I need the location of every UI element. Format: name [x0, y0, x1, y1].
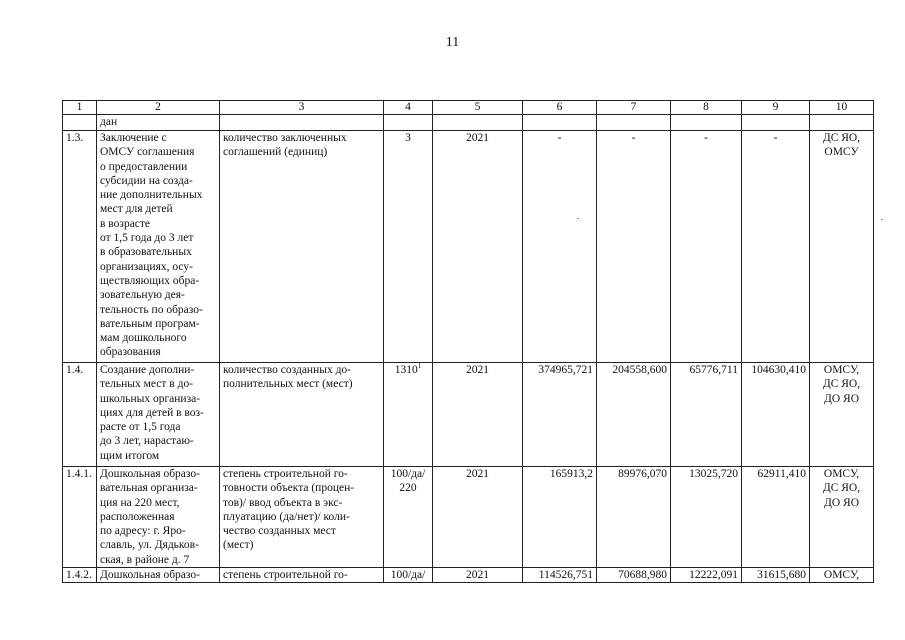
cell-line: Дошкольная образо-	[100, 569, 200, 582]
column-header: 5	[433, 101, 523, 115]
column-header: 1	[63, 101, 97, 115]
table-row	[63, 363, 874, 467]
value-line	[387, 568, 429, 582]
row-number: 1.4.1.	[63, 467, 97, 568]
cell-line: ция на 220 мест,	[100, 496, 180, 509]
funding-total: 114526,751	[523, 568, 597, 583]
cell-line: циях для детей в воз-	[100, 406, 204, 419]
cell-line: от 1,5 года до 3 лет	[100, 232, 194, 245]
indicator-value	[384, 467, 433, 568]
column-header: 6	[523, 101, 597, 115]
row-number: 1.4.	[63, 363, 97, 467]
indicator-value	[384, 363, 433, 467]
cell-line: ние дополнительных	[100, 189, 203, 202]
cell-line: ДС ЯО,	[822, 378, 861, 391]
funding-regional: 12222,091	[671, 568, 742, 583]
cell-line: вательным програм-	[100, 317, 200, 330]
funding-federal: 70688,980	[597, 568, 671, 583]
cell-line: ществляющих обра-	[100, 274, 200, 287]
cell-line: вательная организа-	[100, 482, 198, 495]
column-header: 3	[220, 101, 384, 115]
cell-line: мам дошкольного	[100, 332, 187, 345]
cell-line: чество созданных мест	[223, 525, 336, 538]
cell-line: Создание дополни-	[100, 364, 195, 376]
cell-line: ДО ЯО	[824, 392, 859, 405]
indicator-value	[384, 568, 433, 583]
executor	[810, 568, 874, 583]
cell-line: в образовательных	[100, 246, 192, 259]
column-header: 2	[97, 101, 220, 115]
cell-line: ОМСУ,	[823, 364, 860, 376]
indicator-name	[220, 467, 384, 568]
year: 2021	[433, 467, 523, 568]
funding-federal: 204558,600	[597, 363, 671, 467]
column-number-row	[63, 101, 874, 115]
funding-local: -	[742, 131, 810, 363]
column-header: 7	[597, 101, 671, 115]
measure-name	[97, 568, 220, 583]
indicator-name	[220, 363, 384, 467]
value-line	[387, 363, 429, 377]
value-text: 1310	[394, 364, 418, 376]
cell-line: тельных мест в до-	[100, 378, 194, 391]
page-number: 11	[445, 35, 460, 50]
program-table	[62, 100, 874, 583]
cell-line: соглашений (единиц)	[223, 146, 328, 159]
measure-name	[97, 363, 220, 467]
table-row	[63, 467, 874, 568]
cell-line: количество созданных до-	[223, 364, 352, 376]
funding-regional: -	[671, 131, 742, 363]
cell-line: организациях, осу-	[100, 260, 193, 273]
cell-line: ОМСУ,	[823, 569, 860, 582]
funding-regional: 65776,711	[671, 363, 742, 467]
funding-total: 374965,721	[523, 363, 597, 467]
cell-line: по адресу: г. Яро-	[100, 525, 186, 538]
footnote-mark: 1	[417, 362, 422, 371]
cell-line: образования	[100, 346, 161, 359]
indicator-value	[384, 131, 433, 363]
funding-local: 62911,410	[742, 467, 810, 568]
column-header: 8	[671, 101, 742, 115]
measure-name	[97, 131, 220, 363]
funding-local: 31615,680	[742, 568, 810, 583]
cell-line: Заключение с	[100, 132, 167, 144]
value-text: 100/да/	[390, 468, 426, 480]
cell-line: тельность по образо-	[100, 303, 203, 316]
cell-line: субсидии на созда-	[100, 174, 193, 187]
cell-line: количество заключенных	[223, 132, 347, 144]
value-line	[387, 131, 429, 145]
cell-line: до 3 лет, нарастаю-	[100, 435, 194, 448]
funding-total: 165913,2	[523, 467, 597, 568]
cell-line: расте от 1,5 года	[100, 421, 181, 434]
cell-line: товности объекта (процен-	[223, 482, 355, 495]
value-text: 220	[399, 482, 417, 495]
year: 2021	[433, 131, 523, 363]
cell-line: степень строительной го-	[223, 468, 348, 480]
funding-local: 104630,410	[742, 363, 810, 467]
cell-line: Дошкольная образо-	[100, 468, 200, 480]
scan-speck	[577, 218, 579, 219]
cell-line: ская, в районе д. 7	[100, 553, 190, 566]
table-row	[63, 568, 874, 583]
measure-name	[97, 467, 220, 568]
value-text: 3	[405, 132, 411, 144]
year: 2021	[433, 363, 523, 467]
value-line	[387, 467, 429, 481]
cell-line: ОМСУ соглашения	[100, 146, 195, 159]
cell-line: о предоставлении	[100, 160, 188, 173]
cell-line: ДС ЯО,	[822, 132, 861, 144]
cell-line: ОМСУ,	[823, 468, 860, 480]
cell-line: ДС ЯО,	[822, 482, 861, 495]
cell-line: расположенная	[100, 510, 175, 523]
cell-line: щим итогом	[100, 449, 160, 462]
indicator-name	[220, 568, 384, 583]
cell-line: плуатацию (да/нет)/ коли-	[223, 510, 350, 523]
executor	[810, 467, 874, 568]
column-header: 4	[384, 101, 433, 115]
cell-line: (мест)	[223, 539, 254, 552]
cell-line: славль, ул. Дядьков-	[100, 539, 199, 552]
cell-line: зовательную дея-	[100, 289, 185, 302]
row-number: 1.4.2.	[63, 568, 97, 583]
funding-regional: 13025,720	[671, 467, 742, 568]
value-line	[387, 481, 429, 495]
funding-federal: -	[597, 131, 671, 363]
column-header: 10	[810, 101, 874, 115]
column-header: 9	[742, 101, 810, 115]
value-text: 100/да/	[390, 569, 426, 582]
indicator-name	[220, 131, 384, 363]
cell-line: мест для детей	[100, 203, 173, 216]
executor	[810, 131, 874, 363]
cell-line: степень строительной го-	[223, 569, 348, 582]
cell-line: в возрасте	[100, 217, 151, 230]
year: 2021	[433, 568, 523, 583]
row-number: 1.3.	[63, 131, 97, 363]
executor	[810, 363, 874, 467]
cell-line: ДО ЯО	[824, 496, 859, 509]
continuation-text: дан	[97, 115, 220, 131]
cell-line: тов)/ ввод объекта в экс-	[223, 496, 343, 509]
continuation-row	[63, 115, 874, 131]
cell-line: школьных организа-	[100, 392, 201, 405]
cell-line: ОМСУ	[824, 146, 859, 159]
funding-federal: 89976,070	[597, 467, 671, 568]
cell-line: полнительных мест (мест)	[223, 378, 353, 391]
funding-total: -	[523, 131, 597, 363]
table-row	[63, 131, 874, 363]
scan-speck	[881, 219, 883, 220]
